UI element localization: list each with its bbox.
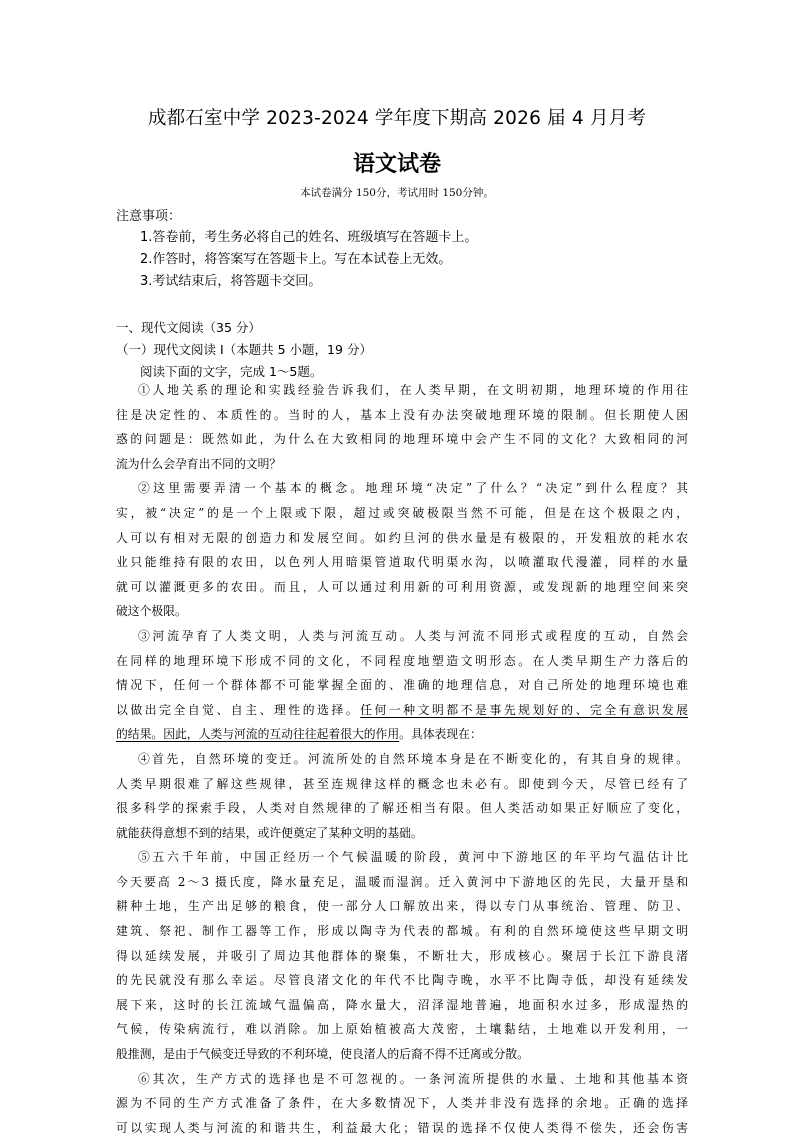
- passage-line: 在同样的地理环境下形成不同的文化，不同程度地塑造文明形态。在人类早期生产力落后的: [116, 653, 688, 668]
- passage-line: 的先民就没有那么幸运。尽管良渚文化的年代不比陶寺晚，水平不比陶寺低，却没有延续发: [116, 973, 688, 988]
- passage-line: 源为不同的生产方式准备了条件，在大多数情况下，人类并非没有选择的余地。正确的选择: [116, 1096, 688, 1111]
- underlined-text: 任何一种文明都不是事先规划好的、完全有意识发展: [360, 702, 688, 717]
- passage-line: 破这个极限。: [116, 604, 187, 619]
- passage-line: 气候，传染病流行，难以消除。加上原始植被高大茂密，土壤黏结，土地难以开发利用，一: [116, 1022, 688, 1037]
- passage-line: 就能获得意想不到的结果，或许便奠定了某种文明的基础。: [116, 825, 423, 840]
- notice-item: 2.作答时，将答案写在答题卡上。写在本试卷上无效。: [140, 252, 452, 267]
- reading-passage: [116, 378, 688, 1140]
- passage-text: 。具体表现在：: [399, 727, 482, 742]
- passage-text: 的结果。因此，: [116, 727, 199, 742]
- passage-line: 惑的问题是：既然如此，为什么在大致相同的地理环境中会产生不同的文化？大致相同的河: [116, 432, 688, 447]
- passage-line: 展下来，这时的长江流域气温偏高，降水量大，沼泽湿地普遍，地面积水过多，形成湿热的: [116, 997, 688, 1012]
- notice-title: 注意事项：: [116, 209, 182, 224]
- passage-line: ②这里需要弄清一个基本的概念。地理环境“决定”了什么？“决定”到什么程度？其: [138, 481, 688, 496]
- passage-line: ①人地关系的理论和实践经验告诉我们，在人类早期，在文明初期，地理环境的作用往: [138, 383, 688, 397]
- passage-line: [116, 722, 688, 747]
- passage-line: 可以实现人类与河流的和谐共生，利益最大化；错误的选择不仅使人类得不偿失，还会伤害: [116, 1120, 688, 1135]
- passage-line: 实，被“决定”的是一个上限或下限，超过或突破极限当然不可能，但是在这个极限之内，: [116, 505, 688, 520]
- notice-block: [116, 207, 676, 293]
- notice-item: 1.答卷前，考生务必将自己的姓名、班级填写在答题卡上。: [140, 230, 478, 245]
- reading-instruction: 阅读下面的文字，完成 1～5题。: [140, 364, 323, 379]
- exam-subject-title: 语文试卷: [352, 152, 441, 177]
- exam-info: 本试卷满分 150分，考试用时 150分钟。: [300, 187, 494, 199]
- passage-line: 人类早期很难了解这些规律，甚至连规律这样的概念也未必有。即使到今天，尽管已经有了: [116, 776, 688, 791]
- passage-line: ⑤五六千年前，中国正经历一个气候温暖的阶段，黄河中下游地区的年平均气温估计比: [138, 850, 688, 865]
- passage-line: ④首先，自然环境的变迁。河流所处的自然环境本身是在不断变化的，有其自身的规律。: [138, 751, 688, 766]
- section-heading: 一、现代文阅读（35 分）: [116, 320, 261, 335]
- passage-line: 今天要高 2～3 摄氏度，降水量充足，温暖而湿润。迁入黄河中下游地区的先民，大量开垦和: [116, 874, 688, 889]
- section-subheading: （一）现代文阅读 I（本题共 5 小题，19 分）: [116, 342, 372, 357]
- passage-line: 建筑、祭祀、制作工器等工作，形成以陶寺为代表的都城。有利的自然环境使这些早期文明: [116, 924, 688, 939]
- passage-line: 情况下，任何一个群体都不可能掌握全面的、准确的地理信息，对自己所处的地理环境也难: [116, 678, 688, 693]
- passage-line: 往是决定性的、本质性的。当时的人，基本上没有办法突破地理环境的限制。但长期使人困: [116, 407, 688, 422]
- passage-line: 般推测，是由于气候变迁导致的不利环境，使良渚人的后裔不得不迁离或分散。: [116, 1047, 529, 1062]
- notice-item: 3.考试结束后，将答题卡交回。: [140, 274, 322, 289]
- exam-title: 成都石室中学 2023-2024 学年度下期高 2026 届 4 月月考: [147, 108, 647, 129]
- passage-line: 就可以灌溉更多的农田。而且，人可以通过利用新的可利用资源，或发现新的地理空间来突: [116, 579, 688, 594]
- passage-line: [116, 698, 688, 723]
- underlined-text: 人类与河流的互动往往起着很大的作用: [198, 727, 400, 742]
- passage-line: ③河流孕育了人类文明，人类与河流互动。人类与河流不同形式或程度的互动，自然会: [138, 628, 688, 643]
- passage-line: 得以延续发展，并吸引了周边其他群体的聚集，不断壮大，形成核心。聚居于长江下游良渚: [116, 948, 688, 963]
- passage-text: 以做出完全自觉、自主、理性的选择。: [116, 702, 361, 717]
- passage-line: 耕种土地，生产出足够的粮食，使一部分人口解放出来，得以专门从事统治、管理、防卫、: [116, 899, 688, 914]
- passage-line: 很多科学的探索手段，人类对自然规律的了解还相当有限。但人类活动如果正好顺应了变化，: [116, 801, 688, 816]
- passage-line: ⑥其次，生产方式的选择也是不可忽视的。一条河流所提供的水量、土地和其他基本资: [138, 1071, 688, 1086]
- passage-line: 业只能维持有限的农田，以色列人用暗渠管道取代明渠水沟，以喷灌取代漫灌，同样的水量: [116, 555, 688, 570]
- section-header: [116, 317, 688, 383]
- passage-line: 流为什么会孕育出不同的文明？: [116, 456, 282, 471]
- passage-line: 人可以有相对无限的创造力和发展空间。如约旦河的供水量是有极限的，开发粗放的耗水农: [116, 530, 688, 545]
